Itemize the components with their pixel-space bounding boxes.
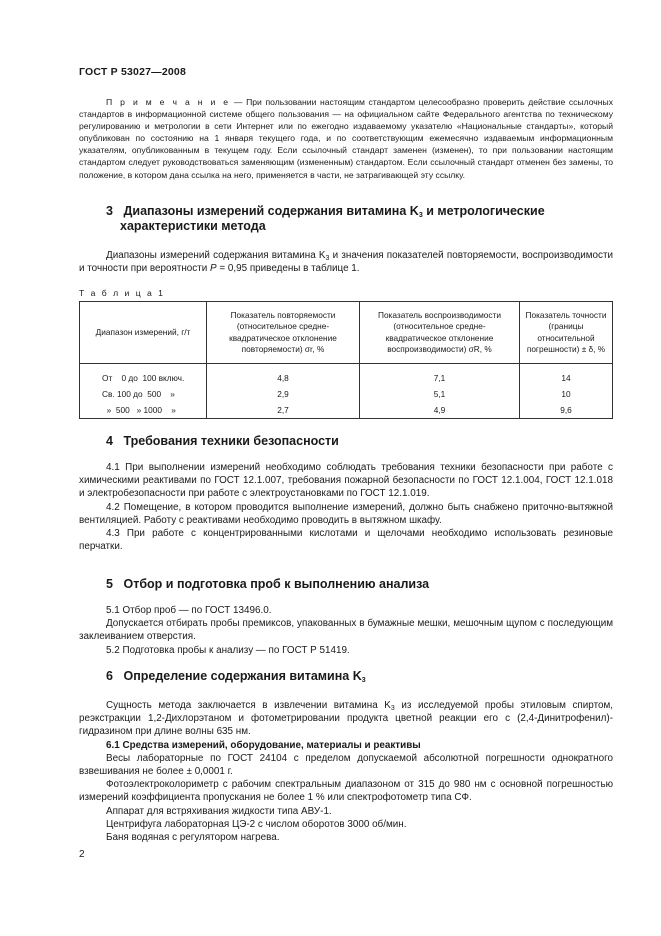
table-header-repeatability: Показатель повторяемости (относительное средне-квадратическое отклонение повторяемости) σr, % [207, 302, 360, 364]
table-row: » 500 » 1000 » 2,7 4,9 9,6 [80, 402, 613, 419]
section-number: 3 [106, 204, 113, 218]
note-text: — При пользовании настоящим стандартом целесообразно проверить действие ссылочных стандартов в информационной системе общего пользования — на официальном сайте Федерального агентства по техническому регулированию и метрологии в сети Интернет или по ежегодно издаваемому указателю «Национальные стандарты», который опубликован по состоянию на 1 января текущего года, и по соответствующим ежемесячно издаваемым информационным указателям, опубликованным в текущем году. Если ссылочный стандарт заменен (изменен), то при пользовании настоящим стандартом следует руководствоваться заменяющим (измененным) стандартом. Если ссылочный стандарт отменен без замены, то положение, в котором дана ссылка на него, применяется в части, не затрагивающей эту ссылку. [79, 97, 613, 180]
section-3-heading: 3 Диапазоны измерений содержания витамина $K_3$ и метрологические характеристики метода [106, 204, 606, 234]
note-block [79, 96, 613, 181]
subsection-6-1-heading: 6.1 Средства измерений, оборудование, материалы и реактивы [106, 739, 421, 751]
section-number: 4 [106, 434, 113, 448]
section-6-heading: 6 Определение содержания витамина $K_3$ [106, 669, 366, 684]
table-row: От 0 до 100 включ. 4,8 7,1 14 [80, 364, 613, 387]
note-label: П р и м е ч а н и е [106, 97, 231, 107]
section-3-paragraph: Диапазоны измерений содержания витамина $K_3$ и значения показателей повторяемости, воспроизводимости и точности при вероятности P = 0,95 приведены в таблице 1. [79, 250, 613, 275]
section-5-heading: 5 Отбор и подготовка проб к выполнению анализа [106, 577, 430, 591]
section-5-body: 5.1 Отбор проб — по ГОСТ 13496.0. Допускается отбирать пробы премиксов, упакованных в бумажные мешки, мешочным щупом с последующим заклеиванием отверстия. 5.2 Подготовка пробы к анализу — по ГОСТ Р 51419. [79, 605, 613, 656]
table-row: Св. 100 до 500 » 2,9 5,1 10 [80, 386, 613, 402]
section-4-heading: 4 Требования техники безопасности [106, 434, 339, 448]
section-number: 6 [106, 669, 113, 683]
page-header: ГОСТ Р 53027—2008 [79, 66, 187, 78]
section-number: 5 [106, 577, 113, 591]
table-caption: Т а б л и ц а 1 [79, 288, 165, 298]
table-header-range: Диапазон измерений, г/т [80, 302, 207, 364]
section-4-body: 4.1 При выполнении измерений необходимо соблюдать требования техники безопасности при работе с химическими реактивами по ГОСТ 12.1.007, требования пожарной безопасности по ГОСТ 12.1.004, ГОСТ 12.1.018 и электробезопасности при работе с электроустановками по ГОСТ 12.1.019. 4.2 Помещение, в котором проводится выполнение измерений, должно быть снабжено приточно-вытяжной вентиляцией. Работу с реактивами необходимо проводить в вытяжном шкафу. 4.3 При работе с концентрированными кислотами и щелочами необходимо использовать резиновые перчатки. [79, 462, 613, 553]
page-number: 2 [79, 849, 85, 860]
metrology-table [79, 301, 613, 419]
table-header-reproducibility: Показатель воспроизводимости (относительное средне-квадратическое отклонение воспроизводимости) σR, % [360, 302, 520, 364]
section-3-heading-line2: характеристики метода [120, 219, 266, 233]
section-6-body: Сущность метода заключается в извлечении витамина $K_3$ из исследуемой пробы этиловым спиртом, реэкстракции 1,2-Дихлорэтаном и фотометрировании продукта цветной реакции его с (2,4-Динитрофенил)-гидразином при длине волны 635 нм. 6.1 Средства измерений, оборудование, материалы и реактивы Весы лабораторные по ГОСТ 24104 с пределом допускаемой абсолютной погрешности однократного взвешивания не более ± 0,0001 г. Фотоэлектроколориметр с рабочим спектральным диапазоном от 315 до 980 нм с основной погрешностью измерений коэффициента пропускания не более 1 % или спектрофотометр типа СФ. Аппарат для встряхивания жидкости типа АВУ-1. Центрифуга лабораторная ЦЭ-2 с числом оборотов 3000 об/мин. Баня водяная с регулятором нагрева. [79, 700, 614, 844]
table-header-accuracy: Показатель точности (границы относительной погрешности) ± δ, % [520, 302, 613, 364]
